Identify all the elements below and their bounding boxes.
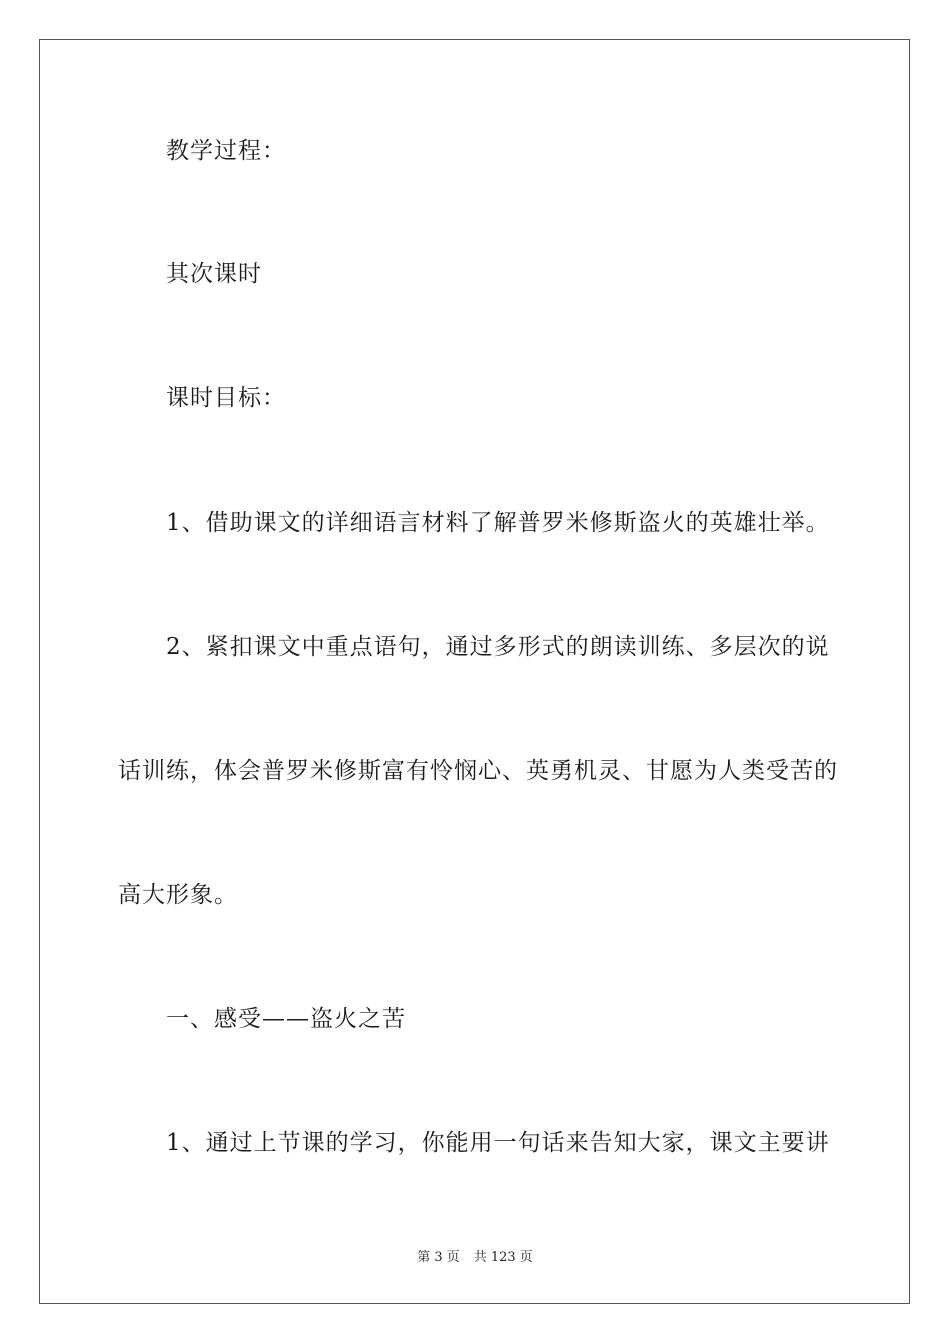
section-heading-teaching-process: 教学过程：	[166, 138, 286, 164]
objective-2-line-3: 高大形象。	[118, 882, 238, 908]
objective-1: 1、借助课文的详细语言材料了解普罗米修斯盗火的英雄壮举。	[166, 510, 830, 536]
page-number: 第 3 页	[417, 1250, 460, 1265]
lesson-label: 其次课时	[166, 261, 262, 287]
paragraph-question-1: 1、通过上节课的学习，你能用一句话来告知大家，课文主要讲	[166, 1130, 830, 1156]
objective-2-line-1: 2、紧扣课文中重点语句，通过多形式的朗读训练、多层次的说	[166, 634, 830, 660]
objectives-heading: 课时目标：	[166, 385, 286, 411]
objective-2-line-2: 话训练，体会普罗米修斯富有怜悯心、英勇机灵、甘愿为人类受苦的	[118, 758, 838, 784]
page-total: 共 123 页	[473, 1250, 533, 1265]
page-border	[39, 39, 910, 1304]
section-heading-1: 一、感受——盗火之苦	[166, 1006, 406, 1032]
page-footer	[0, 1249, 950, 1267]
